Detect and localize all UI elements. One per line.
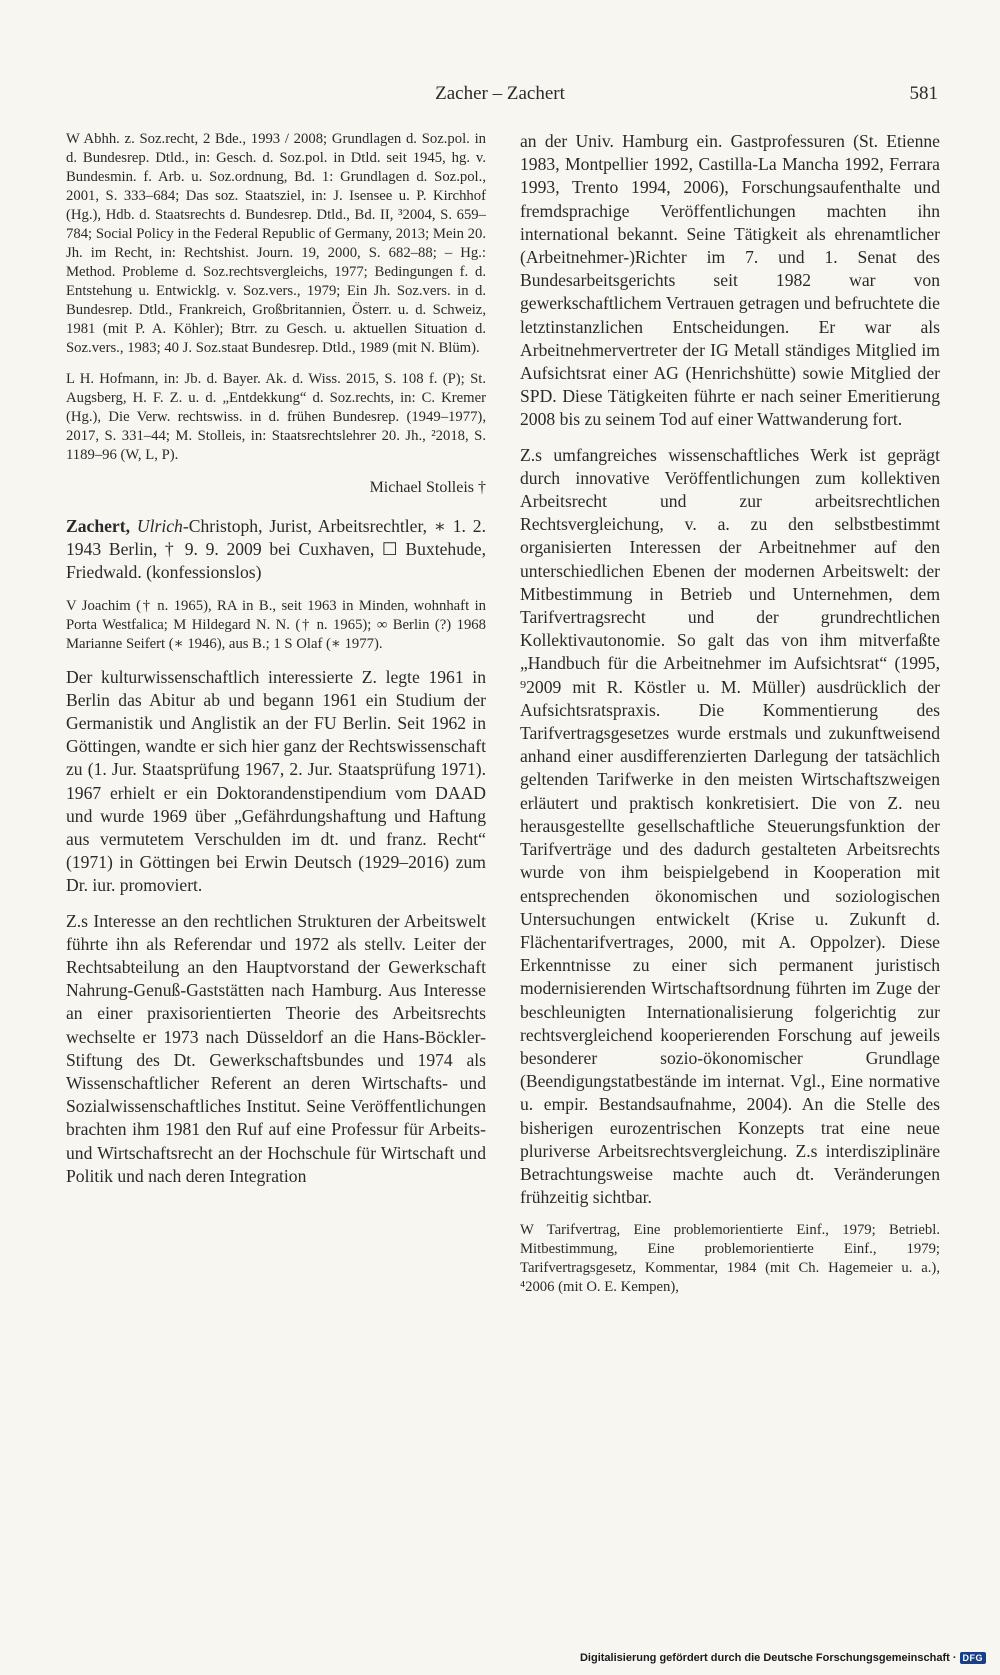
entry-heading — [66, 515, 486, 585]
works-list-zacher: W Abhh. z. Soz.recht, 2 Bde., 1993 / 2008; Grundlagen d. Soz.pol. in d. Bundesrep. Dtld., in: Gesch. d. Soz.pol. in Dtld. seit 1945, hg. v. Bundesmin. f. Arb. u. Soz.ordnung, Bd. 1: Grundlagen d. Soz.pol., 2001, S. 333–684; Das soz. Staatsziel, in: J. Isensee u. P. Kirchhof (Hg.), Hdb. d. Staatsrechts d. Bundesrep. Dtld., Bd. II, ³2004, S. 659–784; Social Policy in the Federal Republic of Germany, 2013; Mein 20. Jh. im Recht, in: Rechtshist. Journ. 19, 2000, S. 682–88; – Hg.: Method. Probleme d. Soz.rechtsvergleichs, 1977; Bedingungen f. d. Entstehung u. Entwicklg. v. Soz.vers., 1979; Ein Jh. Soz.vers. in d. Bundesrep. Dtld., Frankreich, Großbritannien, Österr. u. d. Schweiz, 1981 (mit P. A. Köhler); Btrr. zu Gesch. u. aktuellen Situation d. Soz.vers., 1983; 40 J. Soz.staat Bundesrep. Dtld., 1989 (mit N. Blüm). — [66, 131, 486, 356]
entry-name: Zachert, — [66, 516, 131, 536]
page-header — [0, 83, 1000, 109]
entry-first-name: Ulrich — [136, 516, 183, 536]
family-info: V Joachim († n. 1965), RA in B., seit 1963 in Minden, wohnhaft in Porta Westfalica; M Hildegard N. N. († n. 1965); ∞ Berlin (?) 1968 Marianne Seifert (∗ 1946), aus B.; 1 S Olaf (∗ 1977). — [66, 597, 486, 652]
right-column — [520, 130, 940, 1297]
dfg-logo: DFG — [960, 1652, 987, 1664]
article-author: Michael Stolleis † — [369, 479, 486, 496]
biography-paragraph-4: Z.s umfangreiches wissenschaftliches Werk ist geprägt durch innovative Veröffentlichungen zum kollektiven Arbeitsrecht und zur arbeitsrechtlichen Rechtsvergleichung, v. a. zu den selbstbestimmt organisierten Interessen der Arbeitnehmer auf den unterschiedlichen Ebenen der modernen Arbeitswelt: der Mitbestimmung in Betrieb und Unternehmen, dem Tarifvertragsrecht und der grundrechtlichen Kollektivautonomie. So galt das von ihm mitverfaßte „Handbuch für die Arbeitnehmer im Aufsichtsrat“ (1995, ⁹2009 mit R. Köstler u. M. Müller) ausdrücklich der Aufsichtsratspraxis. Die Kommentierung des Tarifvertragsgesetzes wurde erstmals und zukunftweisend anhand einer ausdifferenzierten Darlegung der tatsächlich geltenden Tarifwerke in den meisten Wirtschaftszweigen erläutert und praktisch konkretisiert. Die von Z. neu herausgestellte gesellschaftliche Steuerungsfunktion der Tarifverträge und des dadurch gestalteten Arbeitsrechts wurde von ihm beispielgebend in Kooperation mit entsprechenden ökonomischen und soziologischen Untersuchungen entwickelt (Krise u. Zukunft d. Flächentarifvertrages, 2000, mit A. Oppolzer). Diese Erkenntnisse zu einer sich permanent juristisch modernisierenden Wirtschaftsordnung führten im Zuge der beschleunigten Internationalisierung folgerichtig zur rechtsvergleichend kooperierenden Forschung auf jeweils besonderer sozio-ökonomischer Grundlage (Beendigungstatbestände im internat. Vgl., Eine normative u. empir. Bestandsaufnahme, 2004). An die Stelle des bisherigen eurozentrischen Konzepts trat eine neue pluriverse Arbeitsrechtsvergleichung. Z.s interdisziplinäre Betrachtungsweise machte auch dt. Veränderungen frühzeitig sichtbar. — [520, 444, 940, 1208]
footer-text: Digitalisierung gefördert durch die Deutsche Forschungsgemeinschaft · — [579, 1652, 957, 1664]
digitization-footer — [580, 1649, 986, 1667]
entry-details: -Christoph, Jurist, Arbeitsrechtler, ∗ 1. 2. 1943 Berlin, † 9. 9. 2009 bei Cuxhaven, ☐ Buxtehude, Friedwald. (konfessionslos) — [66, 516, 486, 583]
left-column — [66, 130, 486, 1188]
running-title: Zacher – Zachert — [435, 83, 565, 104]
works-list-zachert: W Tarifvertrag, Eine problemorientierte Einf., 1979; Betriebl. Mitbestimmung, Eine problemorientierte Einf., 1979; Tarifvertragsgesetz, Kommentar, 1984 (mit Ch. Hagemeier u. a.), ⁴2006 (mit O. E. Kempen), — [520, 1222, 940, 1296]
biography-paragraph-3: an der Univ. Hamburg ein. Gastprofessuren (St. Etienne 1983, Montpellier 1992, Castilla-La Mancha 1992, Ferrara 1993, Trento 1994, 2006), Forschungsaufenthalte und fremdsprachige Veröffentlichungen machten ihn international bekannt. Seine Tätigkeit als ehrenamtlicher (Arbeitnehmer-)Richter im 7. und 1. Senat des Bundesarbeitsgerichts seit 1982 war von gewerkschaftlichem Vertrauen getragen und befruchtete die letztinstanzlichen Entscheidungen. Er war als Arbeitnehmervertreter der IG Metall ständiges Mitglied im Aufsichtsrat einer AG (Henrichshütte) sowie Mitglied der SPD. Diese Tätigkeiten führte er nach seiner Emeritierung 2008 bis zu seinem Tod auf einer Wattwanderung fort. — [520, 131, 940, 430]
biography-paragraph-2: Z.s Interesse an den rechtlichen Strukturen der Arbeitswelt führte ihn als Referendar und 1972 als stellv. Leiter der Rechtsabteilung an den Hauptvorstand der Gewerkschaft Nahrung-Genuß-Gaststätten nach Hamburg. Aus Interesse an einer praxisorientierten Theorie des Arbeitsrechts wechselte er 1973 nach Düsseldorf an die Hans-Böckler-Stiftung des Dt. Gewerkschaftsbundes und 1974 als Wissenschaftlicher Referent an deren Wirtschafts- und Sozialwissenschaftliches Institut. Seine Veröffentlichungen brachten ihm 1981 den Ruf auf eine Professur für Arbeits- und Wirtschaftsrecht an der Hochschule für Wirtschaft und Politik und nach deren Integration — [66, 910, 486, 1186]
page-number: 581 — [909, 83, 938, 104]
literature-list-zacher: L H. Hofmann, in: Jb. d. Bayer. Ak. d. Wiss. 2015, S. 108 f. (P); St. Augsberg, H. F. Z. u. d. „Entdekkung“ d. Soz.rechts, in: C. Kremer (Hg.), Die Verw. rechtswiss. in d. frühen Bundesrep. (1949–1977), 2017, S. 331–44; M. Stolleis, in: Staatsrechtslehrer 20. Jh., ²2018, S. 1189–96 (W, L, P). — [66, 371, 486, 463]
biography-paragraph-1: Der kulturwissenschaftlich interessierte Z. legte 1961 in Berlin das Abitur ab und begann 1961 ein Studium der Germanistik und Anglistik an der FU Berlin. Seit 1962 in Göttingen, wandte er sich hier ganz der Rechtswissenschaft zu (1. Jur. Staatsprüfung 1967, 2. Jur. Staatsprüfung 1971). 1967 erhielt er ein Doktorandenstipendium vom DAAD und wurde 1969 über „Gefährdungshaftung und Haftung aus vermutetem Verschulden im dt. und franz. Recht“ (1971) in Göttingen bei Erwin Deutsch (1929–2016) zum Dr. iur. promoviert. — [66, 666, 486, 896]
